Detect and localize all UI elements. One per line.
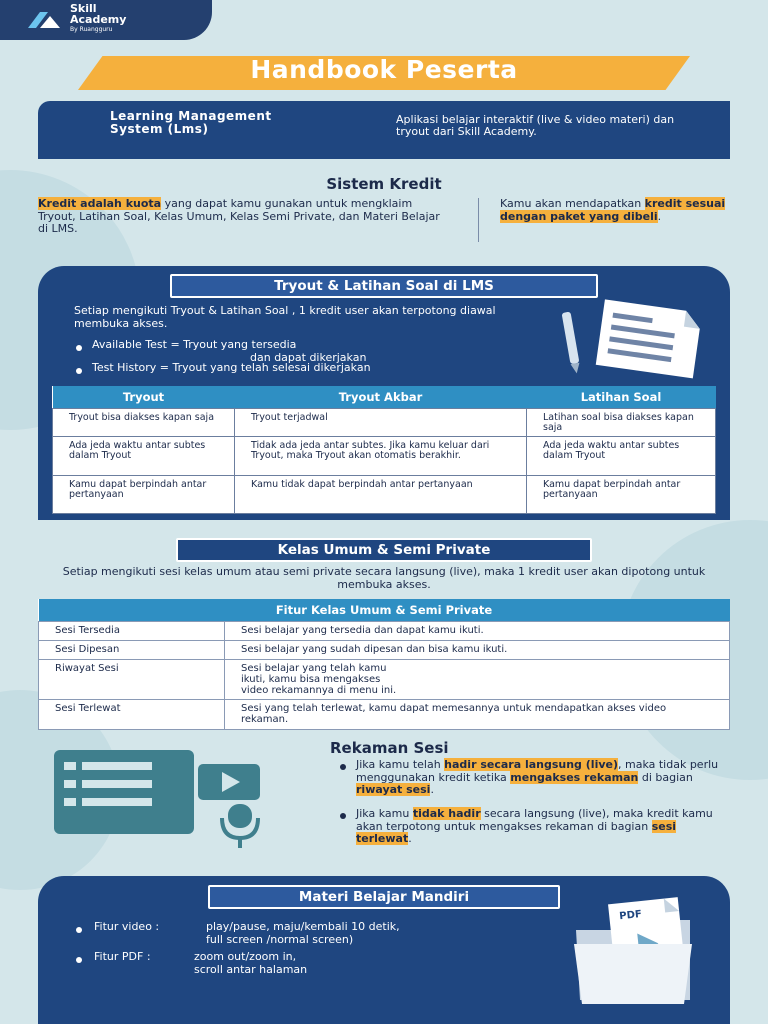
bullet-dot	[76, 368, 82, 374]
table-row	[39, 659, 730, 699]
materi-heading: Materi Belajar Mandiri	[208, 885, 560, 909]
rekaman-bullet-1: Jika kamu telah hadir secara langsung (live), maka tidak perlu menggunakan kredit ketika mengakses rekaman di bagian riwayat sesi.	[356, 758, 719, 796]
table-cell: Tryout bisa diakses kapan saja	[53, 408, 235, 436]
table-cell: Sesi belajar yang telah kamu ikuti, kamu bisa mengakses video rekamannya di menu ini.	[225, 659, 730, 699]
materi-pdf-label: Fitur PDF :	[94, 950, 151, 963]
table-cell: Kamu tidak dapat berpindah antar pertanyaan	[235, 475, 527, 513]
bullet-dot	[340, 813, 346, 819]
materi-video-label: Fitur video :	[94, 920, 160, 933]
bullet-dot	[340, 764, 346, 770]
table-cell: Ada jeda waktu antar subtes dalam Tryout	[527, 436, 716, 475]
table-cell: Kamu dapat berpindah antar pertanyaan	[53, 475, 235, 513]
materi-video-text: play/pause, maju/kembali 10 detik, full screen /normal screen)	[206, 920, 400, 946]
table-header: Latihan Soal	[527, 386, 716, 408]
lms-description: Aplikasi belajar interaktif (live & video materi) dan tryout dari Skill Academy.	[396, 113, 675, 138]
table-header-row	[39, 599, 730, 621]
table-title: Fitur Kelas Umum & Semi Private	[39, 599, 730, 621]
table-cell: Sesi yang telah terlewat, kamu dapat memesannya untuk mendapatkan akses video rekaman.	[225, 699, 730, 729]
kelas-table	[38, 599, 730, 730]
tryout-table	[52, 386, 716, 514]
kredit-heading: Sistem Kredit	[326, 175, 442, 193]
table-header: Tryout Akbar	[235, 386, 527, 408]
table-row	[39, 621, 730, 640]
table-cell: Tryout terjadwal	[235, 408, 527, 436]
kredit-highlight: Kredit adalah kuota	[38, 197, 162, 210]
table-cell: Latihan soal bisa diakses kapan saja	[527, 408, 716, 436]
checklist-video-mic-icon	[50, 748, 290, 852]
table-row	[53, 408, 716, 436]
materi-pdf-text: zoom out/zoom in, scroll antar halaman	[194, 950, 308, 976]
table-cell: Sesi belajar yang sudah dipesan dan bisa kamu ikuti.	[225, 640, 730, 659]
lms-name: Learning Management System (Lms)	[110, 109, 272, 136]
tryout-bullet-history: Test History = Tryout yang telah selesai dikerjakan	[92, 361, 371, 374]
table-cell: Tidak ada jeda antar subtes. Jika kamu keluar dari Tryout, maka Tryout akan otomatis berakhir.	[235, 436, 527, 475]
table-cell: Riwayat Sesi	[39, 659, 225, 699]
table-cell: Sesi belajar yang tersedia dan dapat kamu ikuti.	[225, 621, 730, 640]
table-row	[53, 475, 716, 513]
rekaman-heading: Rekaman Sesi	[330, 739, 449, 757]
table-row	[39, 640, 730, 659]
divider	[478, 198, 479, 242]
pdf-label: PDF	[618, 908, 643, 923]
tryout-bullet-available: Available Test = Tryout yang tersedia dan dapat dikerjakan	[92, 338, 367, 364]
pdf-folder-icon	[572, 890, 702, 1010]
table-row	[39, 699, 730, 729]
bullet-dot	[76, 345, 82, 351]
table-header-row	[53, 386, 716, 408]
logo-subtext: By Ruangguru	[70, 26, 113, 33]
table-cell: Sesi Tersedia	[39, 621, 225, 640]
kredit-right-text: Kamu akan mendapatkan kredit sesuai dengan paket yang dibeli.	[500, 197, 726, 223]
rekaman-bullet-2: Jika kamu tidak hadir secara langsung (live), maka kredit kamu akan terpotong untuk mengakses rekaman di bagian sesi terlewat.	[356, 807, 713, 845]
table-row	[53, 436, 716, 475]
skill-academy-logo-icon	[26, 8, 66, 30]
table-cell: Kamu dapat berpindah antar pertanyaan	[527, 475, 716, 513]
document-pencil-icon	[560, 298, 710, 380]
table-cell: Sesi Terlewat	[39, 699, 225, 729]
bullet-dot	[76, 957, 82, 963]
kelas-heading: Kelas Umum & Semi Private	[176, 538, 592, 562]
table-header: Tryout	[53, 386, 235, 408]
logo-text: Skill Academy	[70, 2, 127, 26]
bullet-dot	[76, 927, 82, 933]
tryout-intro: Setiap mengikuti Tryout & Latihan Soal , 1 kredit user akan terpotong diawal membuka akses.	[74, 304, 496, 330]
kelas-intro: Setiap mengikuti sesi kelas umum atau semi private secara langsung (live), maka 1 kredit user akan dipotong untuk membuka akses.	[62, 565, 706, 591]
table-cell: Sesi Dipesan	[39, 640, 225, 659]
page-title: Handbook Peserta	[250, 55, 518, 84]
table-cell: Ada jeda waktu antar subtes dalam Tryout	[53, 436, 235, 475]
tryout-heading: Tryout & Latihan Soal di LMS	[170, 274, 598, 298]
kredit-left-text: Kredit adalah kuota yang dapat kamu gunakan untuk mengklaim Tryout, Latihan Soal, Kelas Umum, Kelas Semi Private, dan Materi Belajar di LMS.	[38, 197, 440, 235]
